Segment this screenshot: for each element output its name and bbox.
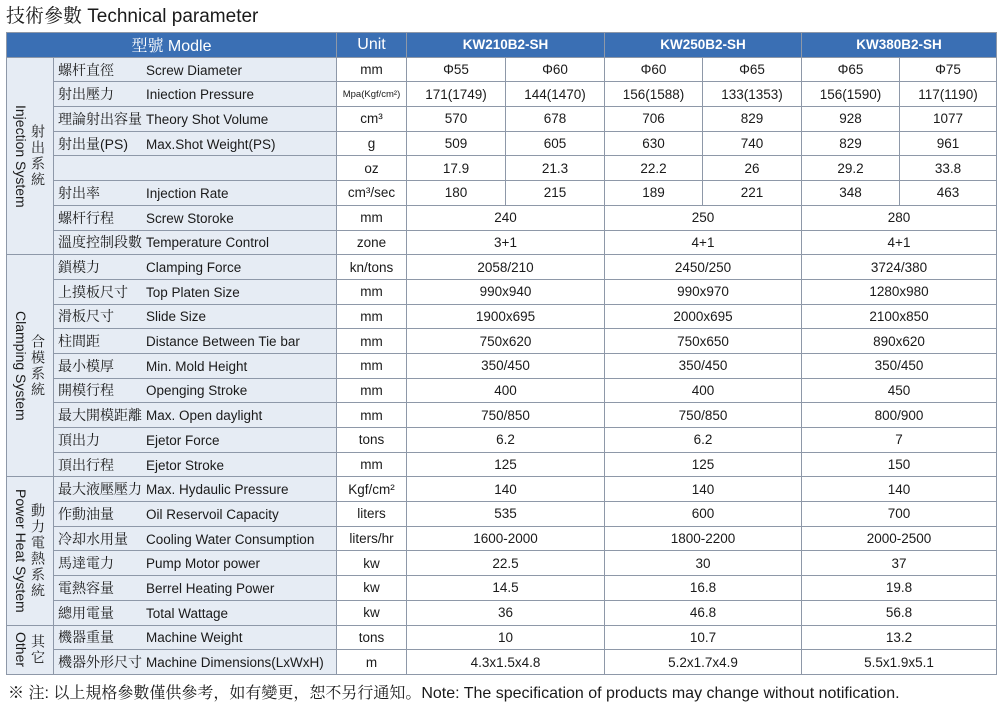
parameter-name-zh: 開模行程 xyxy=(58,382,114,399)
unit-cell: cm³ xyxy=(337,107,407,132)
power-heat-system-label xyxy=(7,477,54,625)
value-cell: 215 xyxy=(506,181,605,206)
unit-header: Unit xyxy=(337,33,407,58)
unit-cell: tons xyxy=(337,428,407,453)
unit-cell: zone xyxy=(337,230,407,255)
value-cell: 117(1190) xyxy=(900,82,997,107)
parameter-name-zh: 頂出行程 xyxy=(58,456,114,473)
value-cell: 140 xyxy=(605,477,802,502)
table-row xyxy=(7,156,997,181)
value-cell: 450 xyxy=(802,378,997,403)
value-cell: 3724/380 xyxy=(802,255,997,280)
parameter-name-en: Pump Motor power xyxy=(146,556,261,572)
value-cell: 10 xyxy=(407,625,605,650)
value-cell: 7 xyxy=(802,428,997,453)
other-system-label xyxy=(7,625,54,674)
value-cell: 3+1 xyxy=(407,230,605,255)
unit-cell: mm xyxy=(337,403,407,428)
unit-cell: liters/hr xyxy=(337,526,407,551)
value-cell: 14.5 xyxy=(407,576,605,601)
table-row xyxy=(7,477,997,502)
value-cell: 605 xyxy=(506,131,605,156)
value-cell: 829 xyxy=(703,107,802,132)
unit-cell: mm xyxy=(337,353,407,378)
table-row xyxy=(7,205,997,230)
unit-cell: mm xyxy=(337,378,407,403)
table-row xyxy=(7,131,997,156)
unit-cell: m xyxy=(337,650,407,675)
parameter-name-zh: 射出量(PS) xyxy=(58,135,128,152)
value-cell: 800/900 xyxy=(802,403,997,428)
parameter-name-en: Slide Size xyxy=(146,309,207,325)
parameter-name-en: Theory Shot Volume xyxy=(146,111,269,127)
system-name-zh: 射出系統 xyxy=(30,123,46,188)
value-cell: 1280x980 xyxy=(802,279,997,304)
clamping-system-label xyxy=(7,255,54,477)
parameter-name-en: Cooling Water Consumption xyxy=(146,531,315,547)
value-cell: 36 xyxy=(407,600,605,625)
footnote: ※ 注: 以上規格參數僅供參考，如有變更，恕不另行通知。Note: The specification of products may change without notification. xyxy=(8,685,900,702)
value-cell: 2000x695 xyxy=(605,304,802,329)
value-cell: 22.2 xyxy=(605,156,703,181)
system-name-zh: 合模系統 xyxy=(30,333,46,398)
parameter-label xyxy=(54,477,337,502)
parameter-label xyxy=(54,403,337,428)
value-cell: 350/450 xyxy=(802,353,997,378)
table-row xyxy=(7,576,997,601)
value-cell: Φ65 xyxy=(802,57,900,82)
value-cell: 570 xyxy=(407,107,506,132)
table-row xyxy=(7,255,997,280)
table-row xyxy=(7,304,997,329)
parameter-name-zh: 總用電量 xyxy=(58,604,114,621)
parameter-name-en: Total Wattage xyxy=(146,605,229,621)
table-row xyxy=(7,82,997,107)
parameter-label xyxy=(54,230,337,255)
value-cell: 17.9 xyxy=(407,156,506,181)
parameter-label xyxy=(54,650,337,675)
value-cell: Φ60 xyxy=(506,57,605,82)
value-cell: 4.3x1.5x4.8 xyxy=(407,650,605,675)
parameter-name-en: Injection Rate xyxy=(146,185,229,201)
model-kw210: KW210B2-SH xyxy=(407,33,605,58)
value-cell: 1600-2000 xyxy=(407,526,605,551)
spec-body xyxy=(7,57,997,674)
parameter-label xyxy=(54,526,337,551)
value-cell: 1900x695 xyxy=(407,304,605,329)
parameter-name-zh: 最大液壓壓力 xyxy=(58,481,142,498)
value-cell: 509 xyxy=(407,131,506,156)
parameter-name-zh: 柱間距 xyxy=(58,333,100,350)
spec-table xyxy=(6,32,997,675)
parameter-name-en: Min. Mold Height xyxy=(146,358,248,374)
parameter-name-zh: 機器外形尺寸 xyxy=(58,654,142,671)
parameter-label xyxy=(54,600,337,625)
value-cell: 928 xyxy=(802,107,900,132)
value-cell: 125 xyxy=(407,452,605,477)
value-cell: 1077 xyxy=(900,107,997,132)
parameter-label xyxy=(54,625,337,650)
unit-cell: mm xyxy=(337,205,407,230)
value-cell: 990x940 xyxy=(407,279,605,304)
table-row xyxy=(7,551,997,576)
value-cell: 221 xyxy=(703,181,802,206)
value-cell: 144(1470) xyxy=(506,82,605,107)
parameter-name-en: Berrel Heating Power xyxy=(146,580,275,596)
table-row xyxy=(7,181,997,206)
parameter-label xyxy=(54,502,337,527)
value-cell: 1800-2200 xyxy=(605,526,802,551)
value-cell: 26 xyxy=(703,156,802,181)
unit-cell: cm³/sec xyxy=(337,181,407,206)
table-row xyxy=(7,107,997,132)
value-cell: 10.7 xyxy=(605,625,802,650)
table-row xyxy=(7,452,997,477)
parameter-label xyxy=(54,428,337,453)
parameter-name-en: Max. Hydaulic Pressure xyxy=(146,482,289,498)
parameter-name-en: Oil Reservoil Capacity xyxy=(146,506,279,522)
parameter-label xyxy=(54,255,337,280)
parameter-name-zh: 鎖模力 xyxy=(58,259,100,276)
page-title: 技術參數 Technical parameter xyxy=(6,6,259,27)
parameter-label xyxy=(54,57,337,82)
unit-cell: kw xyxy=(337,600,407,625)
unit-cell: mm xyxy=(337,452,407,477)
value-cell: 961 xyxy=(900,131,997,156)
value-cell: 740 xyxy=(703,131,802,156)
unit-cell: mm xyxy=(337,57,407,82)
parameter-label xyxy=(54,353,337,378)
model-kw380: KW380B2-SH xyxy=(802,33,997,58)
value-cell: 133(1353) xyxy=(703,82,802,107)
parameter-name-zh: 作動油量 xyxy=(58,505,114,522)
value-cell: Φ65 xyxy=(703,57,802,82)
value-cell: 29.2 xyxy=(802,156,900,181)
table-row xyxy=(7,650,997,675)
value-cell: 2450/250 xyxy=(605,255,802,280)
value-cell: 829 xyxy=(802,131,900,156)
value-cell: 150 xyxy=(802,452,997,477)
parameter-name-en: Max.Shot Weight(PS) xyxy=(146,136,276,152)
value-cell: 2058/210 xyxy=(407,255,605,280)
parameter-name-zh: 最大開模距離 xyxy=(58,407,142,424)
value-cell: 678 xyxy=(506,107,605,132)
value-cell: 750x620 xyxy=(407,329,605,354)
value-cell: 33.8 xyxy=(900,156,997,181)
value-cell: 630 xyxy=(605,131,703,156)
value-cell: 156(1590) xyxy=(802,82,900,107)
system-name-en: Power Heat System xyxy=(13,489,29,613)
value-cell: 4+1 xyxy=(605,230,802,255)
value-cell: 348 xyxy=(802,181,900,206)
parameter-label xyxy=(54,82,337,107)
parameter-name-zh: 機器重量 xyxy=(58,629,114,646)
model-header: 型號 Modle xyxy=(7,33,337,58)
value-cell: 706 xyxy=(605,107,703,132)
system-name-en: Other xyxy=(13,632,29,668)
table-row xyxy=(7,526,997,551)
value-cell: 890x620 xyxy=(802,329,997,354)
value-cell: 400 xyxy=(407,378,605,403)
table-row xyxy=(7,329,997,354)
value-cell: Φ55 xyxy=(407,57,506,82)
value-cell: 600 xyxy=(605,502,802,527)
unit-cell: liters xyxy=(337,502,407,527)
parameter-name-zh: 電熱容量 xyxy=(58,579,114,596)
model-kw250: KW250B2-SH xyxy=(605,33,802,58)
unit-cell: kw xyxy=(337,576,407,601)
parameter-label xyxy=(54,107,337,132)
parameter-name-en: Ejetor Stroke xyxy=(146,457,225,473)
value-cell: 280 xyxy=(802,205,997,230)
parameter-label xyxy=(54,304,337,329)
system-name-zh: 動力電熱系統 xyxy=(30,502,46,599)
table-row xyxy=(7,625,997,650)
table-row xyxy=(7,600,997,625)
parameter-name-zh: 射出率 xyxy=(58,184,100,201)
parameter-name-zh: 頂出力 xyxy=(58,431,100,448)
parameter-name-en: Screw Storoke xyxy=(146,210,234,226)
value-cell: 6.2 xyxy=(605,428,802,453)
value-cell: Φ75 xyxy=(900,57,997,82)
parameter-name-en: Openging Stroke xyxy=(146,383,248,399)
value-cell: 21.3 xyxy=(506,156,605,181)
parameter-name-zh: 馬達電力 xyxy=(58,555,114,572)
table-row xyxy=(7,57,997,82)
unit-cell: mm xyxy=(337,279,407,304)
header-row xyxy=(7,33,997,58)
value-cell: 350/450 xyxy=(605,353,802,378)
value-cell: 171(1749) xyxy=(407,82,506,107)
value-cell: 990x970 xyxy=(605,279,802,304)
parameter-name-en: Max. Open daylight xyxy=(146,408,263,424)
parameter-label xyxy=(54,279,337,304)
value-cell: 750x650 xyxy=(605,329,802,354)
value-cell: 189 xyxy=(605,181,703,206)
table-row xyxy=(7,230,997,255)
table-row xyxy=(7,502,997,527)
parameter-name-zh: 螺杆行程 xyxy=(58,209,114,226)
parameter-name-en: Iniection Pressure xyxy=(146,87,255,103)
value-cell: 750/850 xyxy=(407,403,605,428)
value-cell: 2000-2500 xyxy=(802,526,997,551)
parameter-name-en: Temperature Control xyxy=(146,235,270,251)
unit-cell: tons xyxy=(337,625,407,650)
parameter-label xyxy=(54,551,337,576)
parameter-name-en: Screw Diameter xyxy=(146,62,243,78)
injection-system-label xyxy=(7,57,54,255)
value-cell: 56.8 xyxy=(802,600,997,625)
value-cell: 400 xyxy=(605,378,802,403)
parameter-name-zh: 射出壓力 xyxy=(58,86,114,103)
parameter-name-zh: 螺杆直徑 xyxy=(58,61,114,78)
unit-cell: Kgf/cm² xyxy=(337,477,407,502)
value-cell: 4+1 xyxy=(802,230,997,255)
parameter-label xyxy=(54,329,337,354)
unit-cell: g xyxy=(337,131,407,156)
value-cell: 125 xyxy=(605,452,802,477)
value-cell: 22.5 xyxy=(407,551,605,576)
parameter-label xyxy=(54,156,337,181)
unit-cell: kn/tons xyxy=(337,255,407,280)
table-row xyxy=(7,279,997,304)
unit-cell: mm xyxy=(337,304,407,329)
unit-cell: mm xyxy=(337,329,407,354)
parameter-name-zh: 冷却水用量 xyxy=(58,530,128,547)
value-cell: 140 xyxy=(407,477,605,502)
value-cell: 2100x850 xyxy=(802,304,997,329)
value-cell: 180 xyxy=(407,181,506,206)
parameter-name-zh: 滑板尺寸 xyxy=(58,308,114,325)
value-cell: 350/450 xyxy=(407,353,605,378)
value-cell: 700 xyxy=(802,502,997,527)
value-cell: 16.8 xyxy=(605,576,802,601)
value-cell: 250 xyxy=(605,205,802,230)
value-cell: 140 xyxy=(802,477,997,502)
parameter-name-en: Top Platen Size xyxy=(146,284,240,300)
parameter-name-en: Machine Weight xyxy=(146,630,243,646)
value-cell: 46.8 xyxy=(605,600,802,625)
system-name-en: Clamping System xyxy=(13,310,29,421)
parameter-label xyxy=(54,576,337,601)
value-cell: 535 xyxy=(407,502,605,527)
value-cell: 13.2 xyxy=(802,625,997,650)
parameter-name-zh: 最小模厚 xyxy=(58,357,114,374)
parameter-label xyxy=(54,181,337,206)
value-cell: 19.8 xyxy=(802,576,997,601)
parameter-name-en: Machine Dimensions(LxWxH) xyxy=(146,655,324,671)
parameter-name-en: Distance Between Tie bar xyxy=(146,334,300,350)
parameter-label xyxy=(54,131,337,156)
value-cell: 37 xyxy=(802,551,997,576)
table-row xyxy=(7,428,997,453)
table-row xyxy=(7,353,997,378)
unit-cell: Mpa(Kgf/cm²) xyxy=(337,82,407,107)
parameter-label xyxy=(54,205,337,230)
system-name-en: Injection System xyxy=(13,104,29,208)
value-cell: 30 xyxy=(605,551,802,576)
value-cell: 463 xyxy=(900,181,997,206)
parameter-label xyxy=(54,378,337,403)
value-cell: 6.2 xyxy=(407,428,605,453)
parameter-name-en: Ejetor Force xyxy=(146,432,220,448)
system-name-zh: 其它 xyxy=(30,633,46,666)
parameter-name-zh: 理論射出容量 xyxy=(58,110,142,127)
value-cell: 5.5x1.9x5.1 xyxy=(802,650,997,675)
table-row xyxy=(7,378,997,403)
table-row xyxy=(7,403,997,428)
parameter-name-en: Clamping Force xyxy=(146,260,242,276)
parameter-name-zh: 溫度控制段數 xyxy=(58,234,142,251)
value-cell: 750/850 xyxy=(605,403,802,428)
value-cell: 156(1588) xyxy=(605,82,703,107)
value-cell: 240 xyxy=(407,205,605,230)
value-cell: 5.2x1.7x4.9 xyxy=(605,650,802,675)
unit-cell: oz xyxy=(337,156,407,181)
parameter-name-zh: 上摸板尺寸 xyxy=(58,283,128,300)
value-cell: Φ60 xyxy=(605,57,703,82)
unit-cell: kw xyxy=(337,551,407,576)
parameter-label xyxy=(54,452,337,477)
